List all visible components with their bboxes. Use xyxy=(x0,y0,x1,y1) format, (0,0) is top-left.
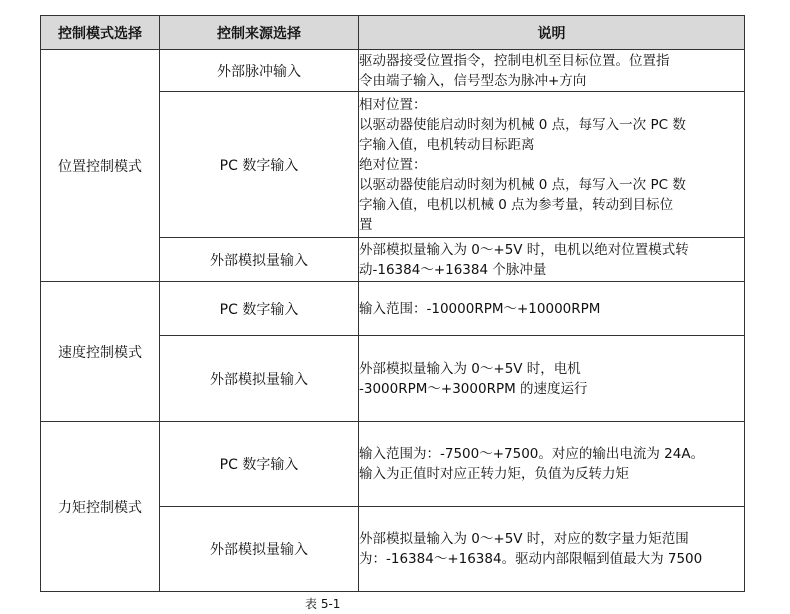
header-row xyxy=(41,16,745,50)
mode-cell-speed: 速度控制模式 xyxy=(41,282,160,422)
description-line: 外部模拟量输入为 0～+5V 时，电机以绝对位置模式转 xyxy=(359,241,689,258)
description-line: 置 xyxy=(359,216,373,233)
description-line: 输入范围为：-7500～+7500。对应的输出电流为 24A。 xyxy=(359,446,705,462)
header-mode: 控制模式选择 xyxy=(41,16,160,50)
mode-cell-position: 位置控制模式 xyxy=(41,50,160,282)
source-cell: PC 数字输入 xyxy=(160,282,359,336)
description-line: 令由端子输入，信号型态为脉冲+方向 xyxy=(359,72,587,89)
description-line: 字输入值，电机转动目标距离 xyxy=(359,136,535,153)
source-cell: 外部脉冲输入 xyxy=(160,50,359,92)
control-mode-table xyxy=(40,15,745,592)
mode-cell-torque: 力矩控制模式 xyxy=(41,422,160,592)
description-cell xyxy=(359,422,745,507)
table-caption: 表 5-1 xyxy=(305,597,341,611)
description-line: 输入为正值时对应正转力矩，负值为反转力矩 xyxy=(359,466,629,482)
source-cell: PC 数字输入 xyxy=(160,92,359,238)
description-line: 字输入值，电机以机械 0 点为参考量，转动到目标位 xyxy=(359,196,674,213)
description-cell xyxy=(359,92,745,238)
description-line: 以驱动器使能启动时刻为机械 0 点，每写入一次 PC 数 xyxy=(359,116,686,133)
description-cell xyxy=(359,336,745,422)
table-row xyxy=(41,422,745,507)
header-source: 控制来源选择 xyxy=(160,16,359,50)
description-cell xyxy=(359,238,745,282)
description-line: 外部模拟量输入为 0～+5V 时，对应的数字量力矩范围 xyxy=(359,531,689,547)
description-line: 绝对位置： xyxy=(359,156,427,173)
table-row xyxy=(41,50,745,92)
source-cell: 外部模拟量输入 xyxy=(160,336,359,422)
description-line: 为：-16384～+16384。驱动内部限幅到值最大为 7500 xyxy=(359,551,703,567)
table-row xyxy=(41,282,745,336)
description-line: 外部模拟量输入为 0～+5V 时，电机 xyxy=(359,360,581,377)
source-cell: PC 数字输入 xyxy=(160,422,359,507)
source-cell: 外部模拟量输入 xyxy=(160,507,359,592)
source-cell: 外部模拟量输入 xyxy=(160,238,359,282)
description-line: 动-16384～+16384 个脉冲量 xyxy=(359,261,547,278)
description-line: 以驱动器使能启动时刻为机械 0 点，每写入一次 PC 数 xyxy=(359,176,686,193)
description-line: 驱动器接受位置指令，控制电机至目标位置。位置指 xyxy=(359,52,670,69)
description-cell xyxy=(359,50,745,92)
description-line: 输入范围：-10000RPM～+10000RPM xyxy=(359,300,601,317)
header-description: 说明 xyxy=(359,16,745,50)
description-line: 相对位置： xyxy=(359,96,427,113)
description-cell xyxy=(359,282,745,336)
description-cell xyxy=(359,507,745,592)
description-line: -3000RPM～+3000RPM 的速度运行 xyxy=(359,380,588,397)
